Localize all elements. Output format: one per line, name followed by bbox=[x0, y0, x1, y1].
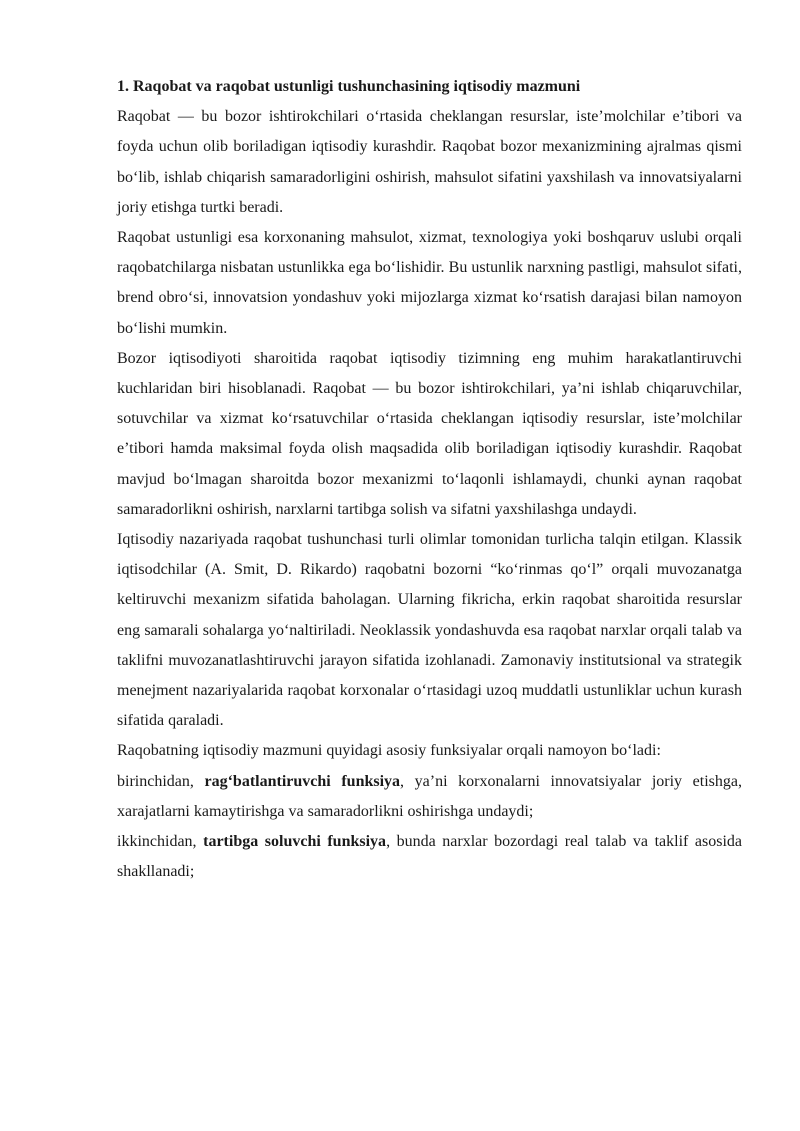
document-page bbox=[117, 72, 742, 887]
paragraph-1: Raqobat — bu bozor ishtirokchilari o‘rtasida cheklangan resurslar, iste’molchilar e’tibori va foyda uchun olib boriladigan iqtisodiy kurashdir. Raqobat bozor mexanizmining ajralmas qismi bo‘lib, ishlab chiqarish samaradorligini oshirish, mahsulot sifatini yaxshilash va innovatsiyalarni joriy etishga turtki beradi. bbox=[117, 108, 742, 216]
section-heading: 1. Raqobat va raqobat ustunligi tushunchasining iqtisodiy mazmuni bbox=[117, 78, 581, 95]
paragraph-2: Raqobat ustunligi esa korxonaning mahsulot, xizmat, texnologiya yoki boshqaruv uslubi orqali raqobatchilarga nisbatan ustunlikka ega bo‘lishidir. Bu ustunlik narxning pastligi, mahsulot sifati, brend obro‘si, innovatsion yondashuv yoki mijozlarga xizmat ko‘rsatish darajasi bilan namoyon bo‘lishi mumkin. bbox=[117, 229, 742, 337]
function-description: , bunda narxlar bozordagi real talab va taklif asosida shakllanadi; bbox=[117, 833, 743, 881]
function-term: rag‘batlantiruvchi funksiya bbox=[204, 772, 401, 790]
function-term: tartibga soluvchi funksiya bbox=[203, 833, 387, 851]
function-prefix: birinchidan, bbox=[117, 772, 205, 790]
paragraph-3: Bozor iqtisodiyoti sharoitida raqobat iqtisodiy tizimning eng muhim harakatlantiruvchi kuchlaridan biri hisoblanadi. Raqobat — bu bozor ishtirokchilari, ya’ni ishlab chiqaruvchilar, sotuvchilar va xizmat ko‘rsatuvchilar o‘rtasida cheklangan iqtisodiy resurslar, iste’molchilar e’tibori hamda maksimal foyda olish maqsadida olib boriladigan iqtisodiy kurashdir. Raqobat mavjud bo‘lmagan sharoitda bozor mexanizmi to‘laqonli ishlamaydi, chunki aynan raqobat samaradorlikni oshirish, narxlarni tartibga solish va sifatni yaxshilashga undaydi. bbox=[117, 349, 742, 518]
paragraph-5: Raqobatning iqtisodiy mazmuni quyidagi asosiy funksiyalar orqali namoyon bo‘ladi: bbox=[117, 742, 661, 760]
function-item-1 bbox=[117, 767, 742, 827]
function-description: , ya’ni korxonalarni innovatsiyalar joriy etishga, xarajatlarni kamaytirishga va samaradorlikni oshirishga undaydi; bbox=[117, 772, 742, 820]
paragraph-4: Iqtisodiy nazariyada raqobat tushunchasi turli olimlar tomonidan turlicha talqin etilgan. Klassik iqtisodchilar (A. Smit, D. Rikardo) raqobatni bozorni “ko‘rinmas qo‘l” orqali muvozanatga keltiruvchi mexanizm sifatida baholagan. Ularning fikricha, erkin raqobat sharoitida resurslar eng samarali sohalarga yo‘naltiriladi. Neoklassik yondashuvda esa raqobat narxlar orqali talab va taklifni muvozanatlashtiruvchi jarayon sifatida izohlanadi. Zamonaviy institutsional va strategik menejment nazariyalarida raqobat korxonalar o‘rtasidagi uzoq muddatli ustunliklar uchun kurash sifatida qaraladi. bbox=[117, 531, 742, 730]
function-prefix: ikkinchidan, bbox=[117, 833, 204, 851]
function-item-2 bbox=[117, 827, 742, 887]
